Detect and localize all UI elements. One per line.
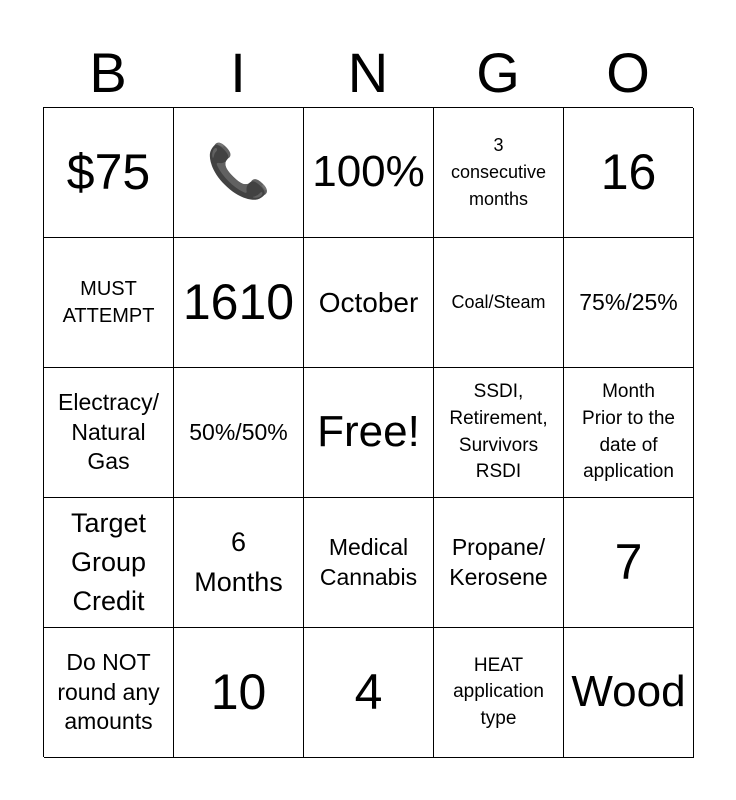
bingo-cell[interactable]: $75 — [44, 108, 174, 238]
bingo-cell[interactable]: Wood — [564, 628, 694, 758]
bingo-cell[interactable]: 100% — [304, 108, 434, 238]
header-letter-o: O — [606, 41, 650, 104]
bingo-cell[interactable]: Month Prior to the date of application — [564, 368, 694, 498]
header-letter-g: G — [476, 41, 520, 104]
bingo-cell[interactable]: 3 consecutive months — [434, 108, 564, 238]
bingo-cell[interactable]: 1610 — [174, 238, 304, 368]
bingo-cell[interactable]: Do NOT round any amounts — [44, 628, 174, 758]
bingo-cell[interactable]: 10 — [174, 628, 304, 758]
header-letter-b: B — [89, 41, 127, 104]
header-letter-n: N — [347, 41, 389, 104]
bingo-cell[interactable]: Electracy/ Natural Gas — [44, 368, 174, 498]
bingo-cell free-space[interactable]: Free! — [304, 368, 434, 498]
bingo-cell[interactable]: October — [304, 238, 434, 368]
bingo-cell[interactable] — [174, 108, 304, 238]
bingo-cell[interactable]: 7 — [564, 498, 694, 628]
bingo-board — [43, 107, 693, 757]
bingo-cell[interactable]: 50%/50% — [174, 368, 304, 498]
bingo-cell[interactable]: Propane/ Kerosene — [434, 498, 564, 628]
header-letter-i: I — [230, 41, 246, 104]
bingo-cell[interactable]: MUST ATTEMPT — [44, 238, 174, 368]
bingo-cell[interactable]: 16 — [564, 108, 694, 238]
bingo-cell[interactable]: Medical Cannabis — [304, 498, 434, 628]
bingo-cell[interactable]: SSDI, Retirement, Survivors RSDI — [434, 368, 564, 498]
bingo-cell[interactable]: Coal/Steam — [434, 238, 564, 368]
bingo-cell[interactable]: HEAT application type — [434, 628, 564, 758]
bingo-cell[interactable]: Target Group Credit — [44, 498, 174, 628]
bingo-cell[interactable]: 75%/25% — [564, 238, 694, 368]
bingo-cell[interactable]: 6 Months — [174, 498, 304, 628]
bingo-header — [43, 42, 693, 104]
bingo-cell[interactable]: 4 — [304, 628, 434, 758]
telephone-receiver-icon: 📞 — [206, 143, 271, 202]
